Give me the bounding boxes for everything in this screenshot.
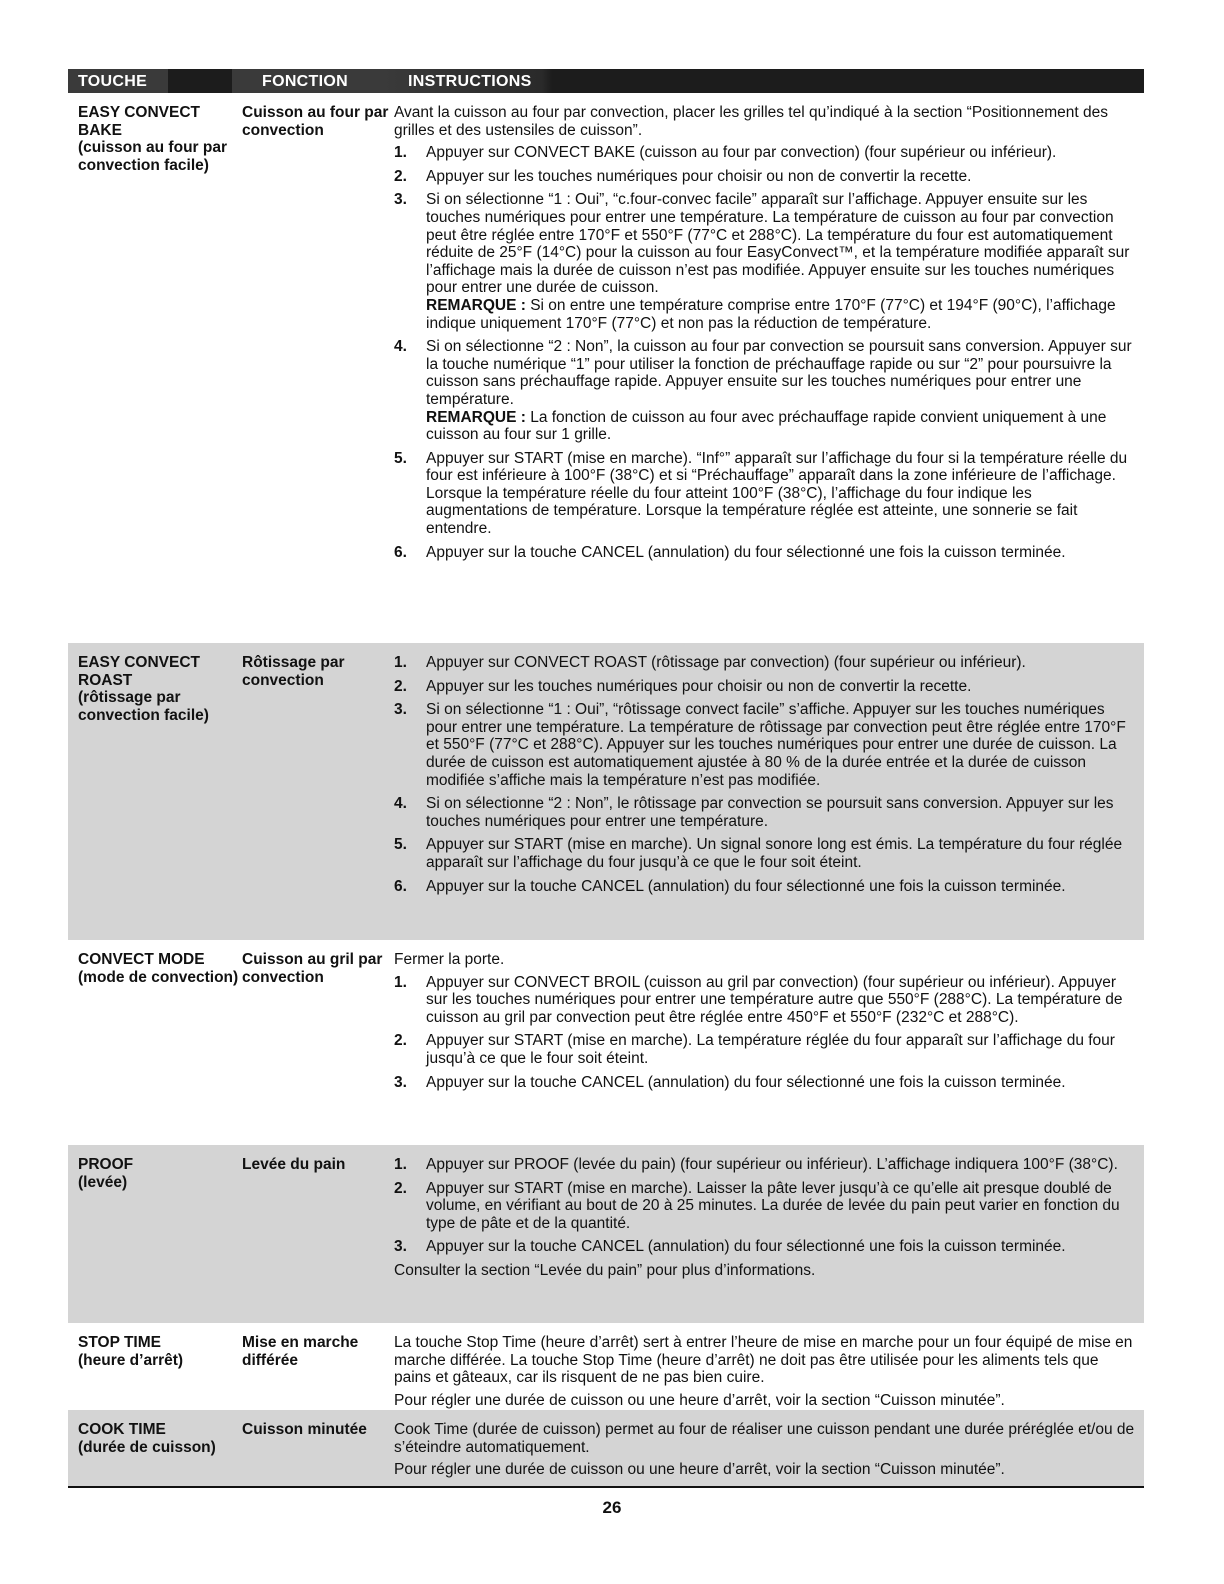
key-translation: (durée de cuisson) (78, 1438, 216, 1456)
function-cell: Mise en marche différée (242, 1334, 359, 1369)
instructions-table (68, 69, 1144, 1488)
intro-text: Fermer la porte. (394, 951, 505, 968)
function-cell: Cuisson minutée (242, 1421, 367, 1438)
key-translation: (levée) (78, 1173, 128, 1191)
note: REMARQUE : Si on entre une température comprise entre 170°F (77°C) et 194°F (90°C), l’affichage indique uniquement 170°F (77°C) et non pas la réduction de température. (426, 296, 1116, 332)
step-item: 3. Si on sélectionne “1 : Oui”, “c.four-convec facile” apparaît sur l’affichage. Appuyer ensuite sur les touches numériques pour entrer une température. La température de cuisson au four par convection peut être réglée entre 170°F et 550°F (77°C et 288°C). La température du four est automatiquement réduite de 25°F (14°C) pour la cuisson au four EasyConvect™, et la température modifiée apparaît sur l’affichage mais la durée de cuisson n’est pas modifiée. Appuyer ensuite sur les touches numériques pour entrer une durée de cuisson. REMARQUE : Si on entre une température comprise entre 170°F (77°C) et 194°F (90°C), l’affichage indique uniquement 170°F (77°C) et non pas la réduction de température. (394, 191, 1136, 332)
instructions-cell (394, 93, 1144, 643)
step-item: 1. Appuyer sur PROOF (levée du pain) (four supérieur ou inférieur). L’affichage indiquera 100°F (38°C). (394, 1156, 1118, 1173)
paragraph: La touche Stop Time (heure d’arrêt) sert à entrer l’heure de mise en marche pour un four équipé de mise en marche différée. La touche Stop Time (heure d’arrêt) ne doit pas être utilisée pour les aliments tels que pains et gâteaux, car ils risquent de ne pas bien cuire. (394, 1334, 1133, 1387)
steps-list (394, 654, 1136, 895)
table-header (68, 69, 1144, 93)
step-item: 1. Appuyer sur CONVECT ROAST (rôtissage par convection) (four supérieur ou inférieur). (394, 654, 1026, 671)
key-cell (68, 93, 242, 643)
outro-text: Consulter la section “Levée du pain” pour plus d’informations. (394, 1261, 816, 1279)
header-instructions: INSTRUCTIONS (382, 69, 1144, 93)
function-cell: Levée du pain (242, 1156, 346, 1173)
page-number: 26 (602, 1498, 622, 1517)
step-item: 1. Appuyer sur CONVECT BAKE (cuisson au four par convection) (four supérieur ou inférieur). (394, 144, 1057, 162)
step-item: 2. Appuyer sur les touches numériques pour choisir ou non de convertir la recette. (394, 167, 972, 185)
step-item: 5. Appuyer sur START (mise en marche). Un signal sonore long est émis. La température du four réglée apparaît sur l’affichage du four jusqu’à ce que le four soit éteint. (394, 836, 1123, 871)
function-cell: Rôtissage par convection (242, 654, 345, 689)
steps-list (394, 144, 1136, 561)
instructions-cell (394, 1410, 1144, 1486)
paragraph: Pour régler une durée de cuisson ou une heure d’arrêt, voir la section “Cuisson minutée”. (394, 1391, 1005, 1409)
key-translation: (mode de convection) (78, 968, 239, 986)
key-translation: (rôtissage par convection facile) (78, 689, 209, 724)
key-translation: (heure d’arrêt) (78, 1351, 184, 1369)
table-row-easy-convect-bake (68, 93, 1144, 643)
note: REMARQUE : La fonction de cuisson au four avec préchauffage rapide convient uniquement à une cuisson au four sur 1 grille. (426, 408, 1107, 444)
key-name: PROOF (78, 1156, 134, 1173)
table-row-convect-mode (68, 940, 1144, 1145)
key-name: EASY CONVECT BAKE (78, 104, 201, 139)
key-cell (68, 940, 242, 1145)
key-name: STOP TIME (78, 1334, 161, 1351)
header-touche: TOUCHE (68, 69, 168, 93)
instructions-cell (394, 1323, 1144, 1410)
paragraph: Cook Time (durée de cuisson) permet au four de réaliser une cuisson pendant une durée préréglée et/ou de s’éteindre automatiquement. (394, 1421, 1135, 1456)
step-item: 5. Appuyer sur START (mise en marche). “Inf°” apparaît sur l’affichage du four si la température réelle du four est inférieure à 100°F (38°C) et si “Préchauffage” apparaît dans la zone inférieure de l’affichage. Lorsque la température réelle du four atteint 100°F (38°C), l’affichage du four indique les augmentations de température. Lorsque la température réglée est atteinte, une sonnerie se fait entendre. (394, 449, 1128, 538)
step-item: 2. Appuyer sur START (mise en marche). La température réglée du four apparaît sur l’affichage du four jusqu’à ce que le four soit éteint. (394, 1032, 1115, 1067)
key-cell (68, 1323, 242, 1410)
step-item: 3. Si on sélectionne “1 : Oui”, “rôtissage convect facile” s’affiche. Appuyer sur les touches numériques pour entrer une température. La température de rôtissage par convection peut être réglée entre 170°F et 550°F (77°C et 288°C). Appuyer sur les touches numériques pour entrer une durée de cuisson. La durée de cuisson est automatiquement ajustée à 80 % de la durée entrée et la durée de cuisson modifiée s’affiche mais la température n’est pas modifiée. (394, 701, 1126, 789)
step-item: 2. Appuyer sur les touches numériques pour choisir ou non de convertir la recette. (394, 677, 972, 695)
key-cell (68, 1145, 242, 1323)
step-item: 4. Si on sélectionne “2 : Non”, la cuisson au four par convection se poursuit sans conversion. Appuyer sur la touche numérique “1” pour utiliser la fonction de préchauffage rapide ou sur “2” pour poursuivre la cuisson sans préchauffage rapide. Appuyer ensuite sur les touches numériques pour entrer une température. REMARQUE : La fonction de cuisson au four avec préchauffage rapide convient uniquement à une cuisson au four sur 1 grille. (394, 338, 1136, 444)
step-item: 1. Appuyer sur CONVECT BROIL (cuisson au gril par convection) (four supérieur ou inférieur). Appuyer sur les touches numériques pour entrer une température autre que 550°F (288°C). La température de cuisson au gril par convection peut être réglée entre 450°F et 550°F (232°C et 288°C). (394, 973, 1123, 1026)
function-cell: Cuisson au four par convection (242, 104, 389, 139)
key-name: CONVECT MODE (78, 951, 205, 968)
instructions-cell (394, 1145, 1144, 1323)
table-row-easy-convect-roast (68, 643, 1144, 940)
key-translation: (cuisson au four par convection facile) (78, 139, 227, 174)
key-cell (68, 1410, 242, 1486)
steps-list (394, 974, 1136, 1092)
step-item: 2. Appuyer sur START (mise en marche). Laisser la pâte lever jusqu’à ce qu’elle ait presque doublé de volume, en vérifiant au bout de 20 à 25 minutes. La durée de levée du pain peut varier en fonction du type de pâte et de la quantité. (394, 1179, 1120, 1232)
table-row-stop-time (68, 1323, 1144, 1410)
paragraph: Pour régler une durée de cuisson ou une heure d’arrêt, voir la section “Cuisson minutée”. (394, 1461, 1005, 1479)
key-cell (68, 643, 242, 940)
instructions-cell (394, 643, 1144, 940)
step-item: 4. Si on sélectionne “2 : Non”, le rôtissage par convection se poursuit sans conversion. Appuyer sur les touches numériques pour entrer une température. (394, 795, 1114, 830)
step-item: 3. Appuyer sur la touche CANCEL (annulation) du four sélectionné une fois la cuisson terminée. (394, 1238, 1066, 1256)
instructions-cell (394, 940, 1144, 1145)
header-fonction: FONCTION (232, 69, 382, 93)
intro-text: Avant la cuisson au four par convection, placer les grilles tel qu’indiqué à la section “Positionnement des grilles et des ustensiles de cuisson”. (394, 104, 1108, 139)
table-row-cook-time (68, 1410, 1144, 1486)
step-item: 6. Appuyer sur la touche CANCEL (annulation) du four sélectionné une fois la cuisson terminée. (394, 877, 1066, 895)
key-name: EASY CONVECT ROAST (78, 654, 201, 689)
steps-list (394, 1156, 1136, 1256)
step-item: 3. Appuyer sur la touche CANCEL (annulation) du four sélectionné une fois la cuisson terminée. (394, 1073, 1066, 1091)
function-cell: Cuisson au gril par convection (242, 951, 383, 986)
key-name: COOK TIME (78, 1421, 166, 1438)
table-row-proof (68, 1145, 1144, 1323)
step-item: 6. Appuyer sur la touche CANCEL (annulation) du four sélectionné une fois la cuisson terminée. (394, 543, 1066, 561)
